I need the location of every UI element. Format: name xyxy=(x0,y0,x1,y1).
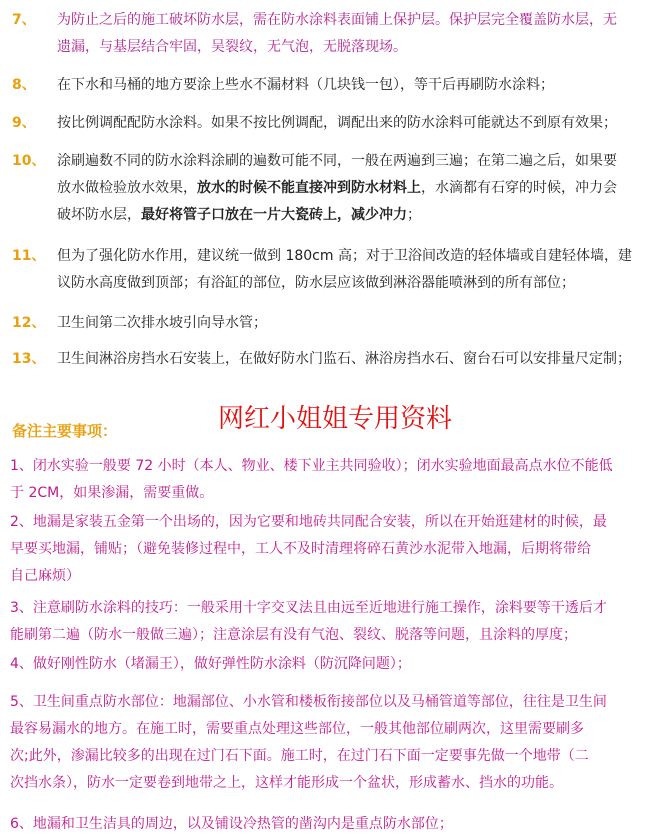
bold-segment: 放水的时候不能直接冲到防水材料上 xyxy=(197,180,421,196)
item-text: 为防止之后的施工破坏防水层，需在防水涂料表面铺上保护层。保护层完全覆盖防水层，无 xyxy=(57,12,617,28)
note-line: 最容易漏水的地方。在施工时，需要重点处理这些部位，一般其他部位刷两次，这里需要刷多 xyxy=(10,721,584,737)
note-line: 次挡水条），防水一定要卷到地带之上，这样才能形成一个盆状，形成蓄水、挡水的功能。 xyxy=(10,775,563,791)
note-line: 自己麻烦） xyxy=(10,568,80,584)
text-segment: ，水滴都有石穿的时候，冲力会 xyxy=(421,180,617,196)
note-line: 5、卫生间重点防水部位：地漏部位、小水管和楼板衔接部位以及马桶管道等部位，往往是卫生间 xyxy=(10,694,607,710)
item-text xyxy=(57,203,655,227)
item-text: 遗漏，与基层结合牢固，吴裂纹，无气泡，无脱落现场。 xyxy=(57,39,407,55)
item-number: 7、 xyxy=(12,12,36,28)
item-number: 10、 xyxy=(12,153,46,169)
note-line: 早要买地漏，铺贴；（避免装修过程中，工人不及时清理将碎石黄沙水泥带入地漏，后期将带给 xyxy=(10,541,591,557)
notes-title: 备注主要事项： xyxy=(12,422,118,440)
note-line: 次;此外，渗漏比较多的出现在过门石下面。施工时，在过门石下面一定要事先做一个地带（二 xyxy=(10,748,589,764)
item-text: 卫生间淋浴房挡水石安装上，在做好防水门监石、淋浴房挡水石、窗台石可以安排量尺定制； xyxy=(57,351,631,367)
note-line: 能刷第二遍（防水一般做三遍）；注意涂层有没有气泡、裂纹、脱落等问题，且涂料的厚度； xyxy=(10,627,577,643)
text-segment: 破坏防水层， xyxy=(57,207,141,223)
text-segment: 放水做检验放水效果， xyxy=(57,180,197,196)
item-text: 但为了强化防水作用，建议统一做到 180cm 高；对于卫浴间改造的轻体墙或自建轻体墙，建 xyxy=(57,248,632,264)
item-text: 议防水高度做到顶部；有浴缸的部位，防水层应该做到淋浴器能喷淋到的所有部位； xyxy=(57,275,575,291)
item-number: 12、 xyxy=(12,315,46,331)
item-number: 13、 xyxy=(12,351,46,367)
item-text: 在下水和马桶的地方要涂上些水不漏材料（几块钱一包），等干后再刷防水涂料； xyxy=(57,77,554,93)
item-number: 8、 xyxy=(12,77,36,93)
item-text: 按比例调配配防水涂料。如果不按比例调配，调配出来的防水涂料可能就达不到原有效果； xyxy=(57,115,617,131)
item-text: 涂刷遍数不同的防水涂料涂刷的遍数可能不同，一般在两遍到三遍；在第二遍之后，如果要 xyxy=(57,153,617,169)
item-number: 11、 xyxy=(12,248,46,264)
note-line: 1、闭水实验一般要 72 小时（本人、物业、楼下业主共同验收）；闭水实验地面最高点水位不能低 xyxy=(10,458,613,474)
note-line: 4、做好刚性防水（堵漏王），做好弹性防水涂料（防沉降问题）； xyxy=(10,656,411,672)
item-text: 卫生间第二次排水坡引向导水管； xyxy=(57,315,267,331)
item-text xyxy=(57,176,655,200)
note-line: 3、注意刷防水涂料的技巧：一般采用十字交叉法且由远至近地进行施工操作，涂料要等干透后才 xyxy=(10,600,607,616)
note-line: 于 2CM，如果渗漏，需要重做。 xyxy=(10,485,214,501)
note-line: 2、地漏是家装五金第一个出场的，因为它要和地砖共同配合安装，所以在开始逛建材的时候，最 xyxy=(10,514,607,530)
text-segment: ； xyxy=(407,207,421,223)
item-number: 9、 xyxy=(12,115,36,131)
watermark-text: 网红小姐姐专用资料 xyxy=(218,404,453,434)
bold-segment: 最好将管子口放在一片大瓷砖上，减少冲力 xyxy=(141,207,407,223)
note-line: 6、地漏和卫生洁具的周边，以及铺设冷热管的凿沟内是重点防水部位； xyxy=(10,816,453,832)
